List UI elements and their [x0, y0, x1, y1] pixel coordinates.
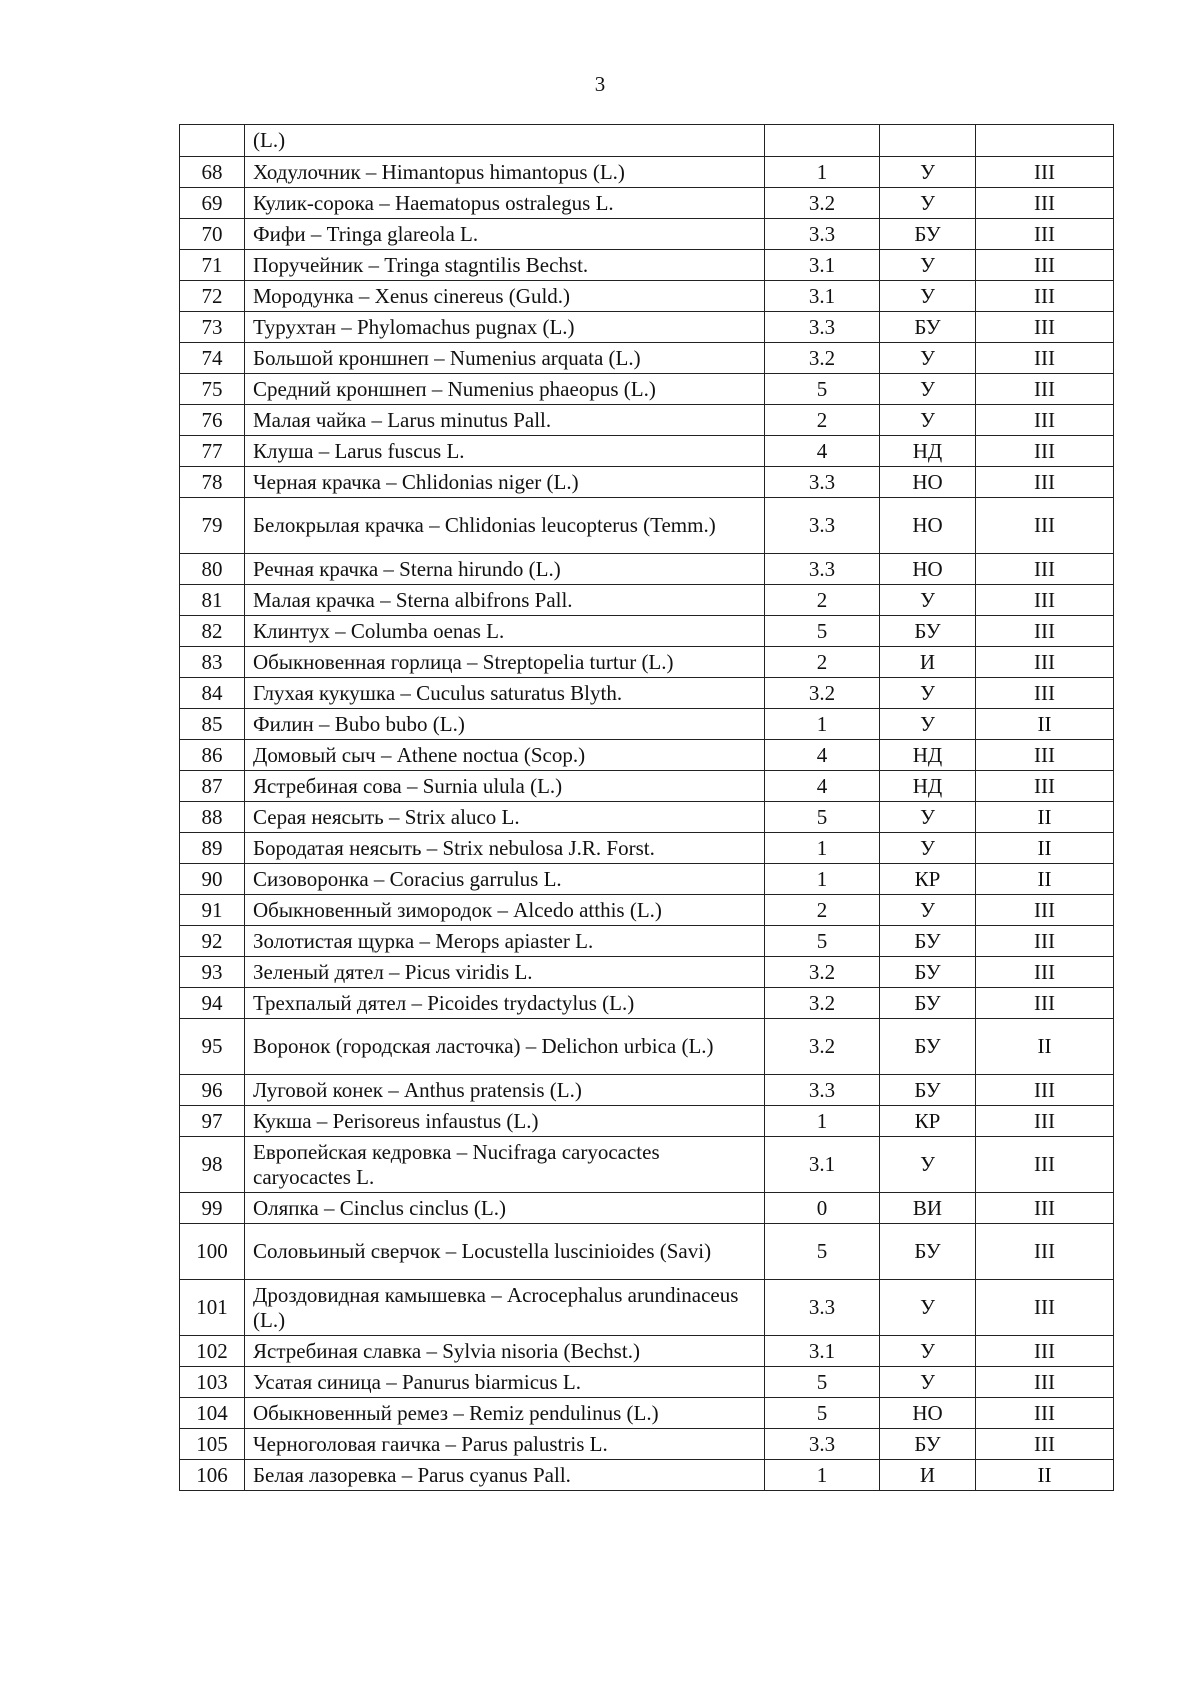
row-number-cell: 105	[180, 1429, 245, 1460]
status-cell: И	[880, 647, 976, 678]
category-cell: 3.1	[765, 1137, 880, 1193]
appendix-cell: III	[976, 1106, 1114, 1137]
status-cell: КР	[880, 864, 976, 895]
table-row	[180, 1336, 1114, 1367]
category-cell: 3.2	[765, 988, 880, 1019]
status-cell: У	[880, 157, 976, 188]
row-number-cell: 92	[180, 926, 245, 957]
category-cell: 5	[765, 374, 880, 405]
status-cell: У	[880, 895, 976, 926]
species-name-cell: Большой кроншнеп – Numenius arquata (L.)	[245, 343, 765, 374]
species-name-cell: Мородунка – Xenus cinereus (Guld.)	[245, 281, 765, 312]
status-cell: БУ	[880, 988, 976, 1019]
species-name-cell: Фифи – Tringa glareola L.	[245, 219, 765, 250]
table-row-continuation	[180, 125, 1114, 157]
category-cell: 3.3	[765, 1429, 880, 1460]
table-row	[180, 926, 1114, 957]
species-name-cell: Дроздовидная камышевка – Acrocephalus arundinaceus (L.)	[245, 1280, 765, 1336]
status-cell: НО	[880, 467, 976, 498]
appendix-cell: III	[976, 1224, 1114, 1280]
row-number-cell: 84	[180, 678, 245, 709]
status-cell: БУ	[880, 926, 976, 957]
row-number-cell: 98	[180, 1137, 245, 1193]
table-row	[180, 188, 1114, 219]
appendix-cell: III	[976, 1367, 1114, 1398]
row-number-cell: 74	[180, 343, 245, 374]
appendix-cell: III	[976, 1193, 1114, 1224]
category-cell: 2	[765, 585, 880, 616]
status-cell: У	[880, 1336, 976, 1367]
table-row	[180, 219, 1114, 250]
species-name-cell: Средний кроншнеп – Numenius phaeopus (L.)	[245, 374, 765, 405]
status-cell: У	[880, 343, 976, 374]
row-number-cell: 94	[180, 988, 245, 1019]
category-cell	[765, 125, 880, 157]
table-row	[180, 1019, 1114, 1075]
appendix-cell: II	[976, 864, 1114, 895]
table-row	[180, 554, 1114, 585]
appendix-cell: III	[976, 740, 1114, 771]
table-row	[180, 1280, 1114, 1336]
appendix-cell: III	[976, 1429, 1114, 1460]
table-row	[180, 1224, 1114, 1280]
category-cell: 3.3	[765, 467, 880, 498]
row-number-cell: 75	[180, 374, 245, 405]
table-row	[180, 467, 1114, 498]
status-cell: У	[880, 1137, 976, 1193]
status-cell: НО	[880, 1398, 976, 1429]
row-number-cell: 72	[180, 281, 245, 312]
species-name-cell: Сизоворонка – Coracius garrulus L.	[245, 864, 765, 895]
appendix-cell: III	[976, 585, 1114, 616]
category-cell: 2	[765, 405, 880, 436]
appendix-cell: III	[976, 554, 1114, 585]
row-number-cell: 106	[180, 1460, 245, 1491]
species-name-cell: Кукша – Perisoreus infaustus (L.)	[245, 1106, 765, 1137]
status-cell: НД	[880, 436, 976, 467]
table-row	[180, 281, 1114, 312]
appendix-cell: III	[976, 374, 1114, 405]
category-cell: 4	[765, 740, 880, 771]
row-number-cell: 80	[180, 554, 245, 585]
appendix-cell: III	[976, 1137, 1114, 1193]
status-cell: БУ	[880, 219, 976, 250]
table-row	[180, 250, 1114, 281]
page-number: 3	[594, 72, 606, 96]
appendix-cell: III	[976, 988, 1114, 1019]
category-cell: 3.2	[765, 188, 880, 219]
appendix-cell: III	[976, 498, 1114, 554]
appendix-cell: III	[976, 1075, 1114, 1106]
category-cell: 1	[765, 864, 880, 895]
species-name-cell: Серая неясыть – Strix aluco L.	[245, 802, 765, 833]
status-cell: У	[880, 1280, 976, 1336]
table-row	[180, 647, 1114, 678]
species-name-cell: Европейская кедровка – Nucifraga caryocactes caryocactes L.	[245, 1137, 765, 1193]
status-cell: У	[880, 678, 976, 709]
table-row	[180, 1367, 1114, 1398]
appendix-cell: III	[976, 647, 1114, 678]
row-number-cell: 81	[180, 585, 245, 616]
species-name-cell: Луговой конек – Anthus pratensis (L.)	[245, 1075, 765, 1106]
row-number-cell: 82	[180, 616, 245, 647]
table-row	[180, 1106, 1114, 1137]
category-cell: 5	[765, 1224, 880, 1280]
species-name-cell: Зеленый дятел – Picus viridis L.	[245, 957, 765, 988]
status-cell: У	[880, 250, 976, 281]
category-cell: 5	[765, 616, 880, 647]
category-cell: 2	[765, 647, 880, 678]
category-cell: 3.3	[765, 554, 880, 585]
table-row	[180, 436, 1114, 467]
table-row	[180, 864, 1114, 895]
appendix-cell: III	[976, 250, 1114, 281]
appendix-cell: III	[976, 405, 1114, 436]
species-name-cell: Обыкновенная горлица – Streptopelia turtur (L.)	[245, 647, 765, 678]
species-name-cell: Соловьиный сверчок – Locustella luscinioides (Savi)	[245, 1224, 765, 1280]
table-row	[180, 988, 1114, 1019]
species-name-cell: Золотистая щурка – Merops apiaster L.	[245, 926, 765, 957]
row-number-cell: 87	[180, 771, 245, 802]
species-name-cell: Ястребиная сова – Surnia ulula (L.)	[245, 771, 765, 802]
appendix-cell: III	[976, 188, 1114, 219]
status-cell: КР	[880, 1106, 976, 1137]
species-name-cell: Поручейник – Tringa stagntilis Bechst.	[245, 250, 765, 281]
status-cell: БУ	[880, 1224, 976, 1280]
category-cell: 3.3	[765, 498, 880, 554]
status-cell: БУ	[880, 1429, 976, 1460]
appendix-cell: III	[976, 678, 1114, 709]
species-name-cell: Речная крачка – Sterna hirundo (L.)	[245, 554, 765, 585]
row-number-cell: 97	[180, 1106, 245, 1137]
status-cell: У	[880, 709, 976, 740]
category-cell: 5	[765, 802, 880, 833]
category-cell: 1	[765, 709, 880, 740]
row-number-cell: 88	[180, 802, 245, 833]
category-cell: 3.3	[765, 1280, 880, 1336]
status-cell: У	[880, 405, 976, 436]
table-row	[180, 802, 1114, 833]
status-cell: НД	[880, 740, 976, 771]
category-cell: 3.3	[765, 1075, 880, 1106]
row-number-cell: 101	[180, 1280, 245, 1336]
row-number-cell: 76	[180, 405, 245, 436]
row-number-cell: 68	[180, 157, 245, 188]
appendix-cell: III	[976, 312, 1114, 343]
species-name-cell: Ходулочник – Himantopus himantopus (L.)	[245, 157, 765, 188]
table-row	[180, 312, 1114, 343]
appendix-cell: III	[976, 343, 1114, 374]
status-cell: БУ	[880, 1019, 976, 1075]
status-cell: ВИ	[880, 1193, 976, 1224]
table-row	[180, 1398, 1114, 1429]
table-row	[180, 1075, 1114, 1106]
appendix-cell: II	[976, 802, 1114, 833]
category-cell: 3.1	[765, 250, 880, 281]
status-cell: У	[880, 585, 976, 616]
row-number-cell: 79	[180, 498, 245, 554]
appendix-cell: III	[976, 1336, 1114, 1367]
status-cell: НД	[880, 771, 976, 802]
appendix-cell: III	[976, 895, 1114, 926]
species-table-body	[180, 125, 1114, 1491]
row-number-cell: 96	[180, 1075, 245, 1106]
category-cell: 1	[765, 1106, 880, 1137]
category-cell: 3.2	[765, 678, 880, 709]
row-number-cell: 99	[180, 1193, 245, 1224]
category-cell: 3.3	[765, 312, 880, 343]
appendix-cell: II	[976, 833, 1114, 864]
row-number-cell: 90	[180, 864, 245, 895]
row-number-cell: 83	[180, 647, 245, 678]
category-cell: 3.3	[765, 219, 880, 250]
category-cell: 1	[765, 833, 880, 864]
row-number-cell: 102	[180, 1336, 245, 1367]
species-name-cell: Белокрылая крачка – Chlidonias leucopterus (Temm.)	[245, 498, 765, 554]
row-number-cell: 100	[180, 1224, 245, 1280]
table-row	[180, 405, 1114, 436]
status-cell: У	[880, 281, 976, 312]
appendix-cell: III	[976, 219, 1114, 250]
table-row	[180, 498, 1114, 554]
table-row	[180, 895, 1114, 926]
status-cell: У	[880, 833, 976, 864]
table-row	[180, 616, 1114, 647]
category-cell: 1	[765, 1460, 880, 1491]
status-cell	[880, 125, 976, 157]
species-name-cell: (L.)	[245, 125, 765, 157]
table-row	[180, 1137, 1114, 1193]
row-number-cell: 70	[180, 219, 245, 250]
table-row	[180, 157, 1114, 188]
species-name-cell: Обыкновенный зимородок – Alcedo atthis (L.)	[245, 895, 765, 926]
appendix-cell: III	[976, 957, 1114, 988]
row-number-cell: 85	[180, 709, 245, 740]
status-cell: НО	[880, 554, 976, 585]
species-name-cell: Оляпка – Cinclus cinclus (L.)	[245, 1193, 765, 1224]
table-row	[180, 1193, 1114, 1224]
species-name-cell: Клинтух – Columba oenas L.	[245, 616, 765, 647]
appendix-cell: III	[976, 1398, 1114, 1429]
category-cell: 3.2	[765, 957, 880, 988]
row-number-cell: 104	[180, 1398, 245, 1429]
species-name-cell: Малая чайка – Larus minutus Pall.	[245, 405, 765, 436]
table-row	[180, 771, 1114, 802]
table-row	[180, 740, 1114, 771]
species-name-cell: Трехпалый дятел – Picoides trydactylus (L.)	[245, 988, 765, 1019]
appendix-cell	[976, 125, 1114, 157]
status-cell: И	[880, 1460, 976, 1491]
appendix-cell: III	[976, 467, 1114, 498]
category-cell: 2	[765, 895, 880, 926]
category-cell: 5	[765, 1398, 880, 1429]
appendix-cell: II	[976, 1460, 1114, 1491]
species-table	[179, 124, 1114, 1491]
category-cell: 4	[765, 436, 880, 467]
status-cell: У	[880, 802, 976, 833]
row-number-cell: 95	[180, 1019, 245, 1075]
status-cell: БУ	[880, 616, 976, 647]
category-cell: 3.2	[765, 343, 880, 374]
row-number-cell: 69	[180, 188, 245, 219]
appendix-cell: III	[976, 281, 1114, 312]
table-row	[180, 1460, 1114, 1491]
species-name-cell: Бородатая неясыть – Strix nebulosa J.R. Forst.	[245, 833, 765, 864]
species-name-cell: Малая крачка – Sterna albifrons Pall.	[245, 585, 765, 616]
row-number-cell: 71	[180, 250, 245, 281]
category-cell: 0	[765, 1193, 880, 1224]
table-row	[180, 678, 1114, 709]
status-cell: НО	[880, 498, 976, 554]
species-name-cell: Белая лазоревка – Parus cyanus Pall.	[245, 1460, 765, 1491]
appendix-cell: III	[976, 771, 1114, 802]
table-row	[180, 709, 1114, 740]
species-name-cell: Обыкновенный ремез – Remiz pendulinus (L.)	[245, 1398, 765, 1429]
appendix-cell: III	[976, 157, 1114, 188]
category-cell: 4	[765, 771, 880, 802]
table-row	[180, 585, 1114, 616]
row-number-cell: 103	[180, 1367, 245, 1398]
table-row	[180, 343, 1114, 374]
status-cell: БУ	[880, 312, 976, 343]
row-number-cell: 86	[180, 740, 245, 771]
table-row	[180, 374, 1114, 405]
table-row	[180, 957, 1114, 988]
table-row	[180, 833, 1114, 864]
status-cell: У	[880, 188, 976, 219]
status-cell: У	[880, 374, 976, 405]
row-number-cell: 78	[180, 467, 245, 498]
species-name-cell: Воронок (городская ласточка) – Delichon urbica (L.)	[245, 1019, 765, 1075]
species-name-cell: Клуша – Larus fuscus L.	[245, 436, 765, 467]
species-name-cell: Филин – Bubo bubo (L.)	[245, 709, 765, 740]
row-number-cell: 77	[180, 436, 245, 467]
appendix-cell: III	[976, 926, 1114, 957]
species-name-cell: Глухая кукушка – Cuculus saturatus Blyth.	[245, 678, 765, 709]
row-number-cell: 89	[180, 833, 245, 864]
row-number-cell: 93	[180, 957, 245, 988]
row-number-cell: 73	[180, 312, 245, 343]
species-name-cell: Ястребиная славка – Sylvia nisoria (Bechst.)	[245, 1336, 765, 1367]
appendix-cell: III	[976, 616, 1114, 647]
status-cell: БУ	[880, 1075, 976, 1106]
category-cell: 3.1	[765, 1336, 880, 1367]
category-cell: 5	[765, 1367, 880, 1398]
table-row	[180, 1429, 1114, 1460]
status-cell: У	[880, 1367, 976, 1398]
category-cell: 3.2	[765, 1019, 880, 1075]
category-cell: 1	[765, 157, 880, 188]
species-name-cell: Турухтан – Phylomachus pugnax (L.)	[245, 312, 765, 343]
species-name-cell: Черноголовая гаичка – Parus palustris L.	[245, 1429, 765, 1460]
appendix-cell: II	[976, 709, 1114, 740]
species-name-cell: Черная крачка – Chlidonias niger (L.)	[245, 467, 765, 498]
appendix-cell: III	[976, 1280, 1114, 1336]
category-cell: 5	[765, 926, 880, 957]
appendix-cell: III	[976, 436, 1114, 467]
row-number-cell	[180, 125, 245, 157]
row-number-cell: 91	[180, 895, 245, 926]
appendix-cell: II	[976, 1019, 1114, 1075]
category-cell: 3.1	[765, 281, 880, 312]
species-name-cell: Усатая синица – Panurus biarmicus L.	[245, 1367, 765, 1398]
species-name-cell: Кулик-сорока – Haematopus ostralegus L.	[245, 188, 765, 219]
species-name-cell: Домовый сыч – Athene noctua (Scop.)	[245, 740, 765, 771]
status-cell: БУ	[880, 957, 976, 988]
